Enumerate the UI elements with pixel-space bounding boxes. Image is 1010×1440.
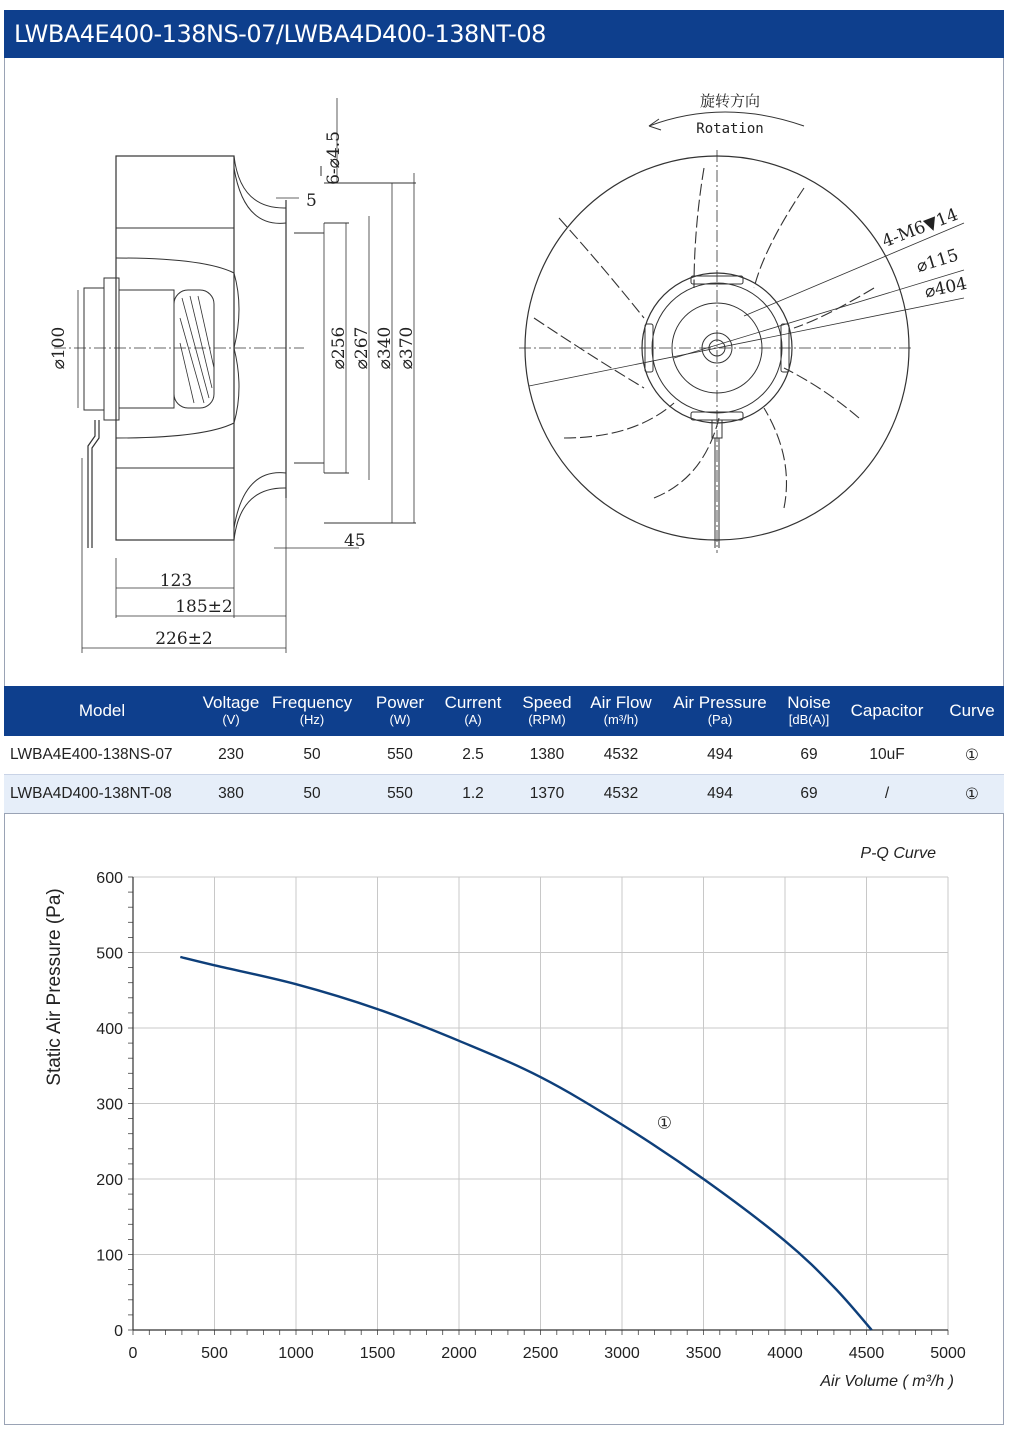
header-noise: Noise [dB(A)] [784, 686, 834, 736]
dim-d370: ⌀370 [397, 326, 417, 370]
pq-chart-svg [4, 830, 1004, 1410]
dim-d267: ⌀267 [352, 326, 372, 370]
chart-title: P-Q Curve [860, 845, 936, 862]
series-curve-1 [180, 957, 871, 1330]
cell-power: 550 [362, 775, 438, 814]
header-voltage: Voltage (V) [200, 686, 262, 736]
side-dimension-lines [78, 98, 414, 653]
header-frequency: Frequency (Hz) [262, 686, 362, 736]
header-current: Current (A) [438, 686, 508, 736]
technical-drawing [4, 58, 1004, 686]
dim-offset45: 45 [344, 531, 366, 551]
x-tick-label: 2500 [522, 1345, 559, 1362]
front-view [519, 112, 914, 553]
cell-curve: ① [940, 775, 1004, 814]
x-tick-label: 4000 [767, 1345, 803, 1362]
cell-air-flow: 4532 [586, 775, 656, 814]
dim-thread: 4-M6▼14 [879, 204, 961, 252]
header-curve: Curve [940, 686, 1004, 736]
dim-d340: ⌀340 [375, 326, 395, 370]
header-air-pressure: Air Pressure (Pa) [656, 686, 784, 736]
pq-chart [4, 830, 1004, 1410]
cell-current: 2.5 [438, 736, 508, 775]
y-tick-label: 400 [96, 1021, 123, 1038]
y-tick-label: 100 [96, 1247, 123, 1265]
x-tick-label: 2000 [441, 1345, 477, 1362]
x-tick-label: 1000 [278, 1345, 314, 1362]
header-power: Power (W) [362, 686, 438, 736]
rotation-label-cn: 旋转方向 [699, 92, 761, 110]
cell-speed: 1380 [508, 736, 586, 775]
y-tick-label: 0 [114, 1323, 123, 1340]
drawing-svg [4, 58, 1004, 686]
cell-voltage: 230 [200, 736, 262, 775]
spec-table [4, 686, 1004, 814]
header-speed: Speed (RPM) [508, 686, 586, 736]
cell-noise: 69 [784, 775, 834, 814]
cell-noise: 69 [784, 736, 834, 775]
header-capacitor: Capacitor [834, 686, 940, 736]
y-tick-label: 200 [96, 1172, 123, 1189]
cell-model: LWBA4D400-138NT-08 [4, 775, 200, 814]
x-tick-label: 5000 [930, 1345, 966, 1362]
cell-current: 1.2 [438, 775, 508, 814]
front-leader-lines [529, 223, 964, 386]
cell-curve: ① [940, 736, 1004, 775]
cell-power: 550 [362, 736, 438, 775]
table-row [4, 775, 1004, 814]
x-tick-label: 3500 [685, 1345, 722, 1362]
dim-d256: ⌀256 [329, 326, 349, 370]
dim-len185: 185±2 [175, 597, 233, 617]
cell-model: LWBA4E400-138NS-07 [4, 736, 200, 775]
y-tick-label: 500 [96, 945, 123, 963]
spec-header-row [4, 686, 1004, 736]
header-air-flow: Air Flow (m³/h) [586, 686, 656, 736]
dim-d100: ⌀100 [49, 326, 69, 370]
rotation-label-en: Rotation [696, 121, 764, 137]
series-label-1: ① [656, 1113, 673, 1133]
chart-minor-ticks [128, 877, 948, 1335]
y-tick-label: 600 [96, 870, 123, 887]
cell-frequency: 50 [262, 736, 362, 775]
chart-grid [133, 877, 948, 1330]
cell-air-flow: 4532 [586, 736, 656, 775]
x-axis-label: Air Volume ( m³/h ) [820, 1373, 954, 1390]
cell-capacitor: 10uF [834, 736, 940, 775]
dim-d115: ⌀115 [914, 245, 961, 278]
cell-voltage: 380 [200, 775, 262, 814]
cell-air-pressure: 494 [656, 775, 784, 814]
dim-len226: 226±2 [155, 629, 213, 649]
table-row [4, 736, 1004, 775]
dim-flange-thickness: 5 [306, 191, 317, 211]
cell-air-pressure: 494 [656, 736, 784, 775]
dim-d404: ⌀404 [923, 273, 969, 303]
cell-speed: 1370 [508, 775, 586, 814]
dim-holes: 6-⌀4.5 [324, 131, 344, 185]
x-tick-label: 500 [201, 1345, 228, 1362]
cell-frequency: 50 [262, 775, 362, 814]
cell-capacitor: / [834, 775, 940, 814]
y-tick-label: 300 [96, 1096, 123, 1114]
x-tick-label: 0 [128, 1345, 138, 1362]
x-tick-label: 4500 [848, 1345, 885, 1362]
x-tick-label: 1500 [359, 1345, 396, 1362]
x-tick-label: 3000 [604, 1345, 640, 1362]
header-model: Model [4, 686, 200, 736]
dim-len123: 123 [159, 571, 193, 591]
page-title: LWBA4E400-138NS-07/LWBA4D400-138NT-08 [4, 10, 1004, 58]
y-axis-label: Static Air Pressure (Pa) [44, 888, 65, 1086]
